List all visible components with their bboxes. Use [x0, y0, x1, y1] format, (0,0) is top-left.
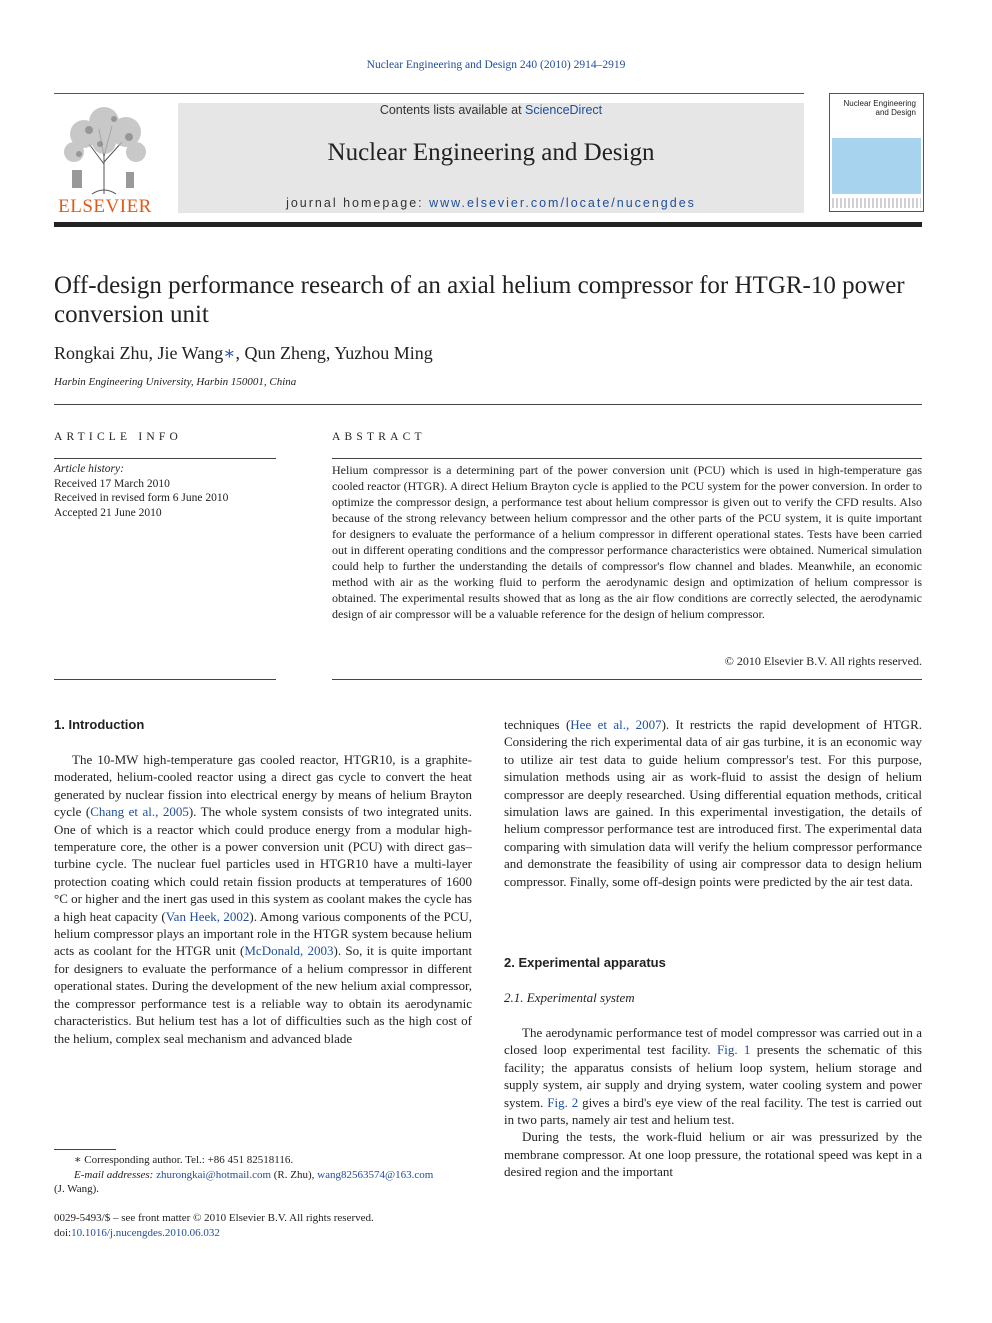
contents-line	[178, 103, 804, 117]
subsection-heading-text: 2.1. Experimental system	[504, 990, 635, 1005]
header-rule	[54, 93, 804, 94]
homepage-prefix: journal homepage:	[286, 196, 430, 210]
cover-image	[832, 138, 921, 194]
email-link-wang[interactable]: wang82563574@163.com	[317, 1168, 434, 1181]
fig-1-link[interactable]: Fig. 1	[716, 1042, 751, 1058]
paragraph-text: ). Among various components of the PCU, helium compressor plays an important role in the HTGR system because helium acts as coolant for the HTGR unit (	[54, 908, 472, 959]
header-thick-rule	[54, 222, 922, 227]
paragraph-text: ). So, it is quite important for designers to evaluate the performance of a helium compressor in different operational states. During the development of the new helium axial compressor, the compressor performance test is a reliable way to obtain its aerodynamic characteristics. But helium test has a lot of difficulties such as the high cost of the helium, complex seal mechanism and advanced blade	[54, 943, 472, 1046]
paragraph-text: techniques (	[504, 717, 571, 732]
abstract-text: Helium compressor is a determining part of the power conversion unit (PCU) which is used in high-temperature gas cooled reactor (HTGR). A direct Helium Brayton cycle is applied to the PCU system for the power conversion. In order to optimize the compressor design, a performance test about helium compressor is given out to verify the CFD results. Also because of the strong relevancy between helium compressor and the other parts of the PCU system, it is quite important for designers to evaluate the performance of a helium compressor in different operational states. Tests have been carried out in different operating conditions and the compressor performance characteristics were obtained. Numerical simulation could help to further the understanding the details of compressor's flow channel and blades. Meanwhile, an economic method with air as the working fluid to perform the aerodynamic design and optimization of helium compressor is obtained. The experimental results showed that as long as the air flow conditions are correctly selected, the aerodynamic design of air compressor will be a valuable reference for the design of helium compressor.	[332, 463, 922, 621]
article-title: Off-design performance research of an axial helium compressor for HTGR-10 power conversion unit	[54, 272, 905, 328]
paragraph-text: gives a bird's eye view of the real facility. The test is carried out in two parts, namely air test and helium test.	[504, 1094, 922, 1128]
doi-link[interactable]: 10.1016/j.nucengdes.2010.06.032	[71, 1227, 220, 1239]
email-owner: (R. Zhu),	[271, 1168, 318, 1181]
paragraph-text: During the tests, the work-fluid helium or air was pressurized by the membrane compressor. At one loop pressure, the rotational speed was kept in a desired region and the important	[504, 1129, 922, 1180]
article-info-heading: ARTICLE INFO	[54, 431, 182, 443]
article-info-rule	[54, 458, 276, 459]
email-link-zhu[interactable]: zhurongkai@hotmail.com	[156, 1168, 272, 1181]
ref-chang-2005[interactable]: Chang et al., 2005	[90, 804, 189, 820]
email-label: E-mail addresses:	[74, 1168, 157, 1181]
history-label: Article history:	[54, 463, 124, 475]
abstract-copyright: © 2010 Elsevier B.V. All rights reserved.	[724, 654, 922, 668]
contents-prefix: Contents lists available at	[379, 103, 526, 117]
front-matter	[54, 1211, 472, 1241]
cover-title-line2: and Design	[875, 108, 916, 117]
paragraph-text: The aerodynamic performance test of model compressor was carried out in a closed loop experimental test facility.	[504, 1025, 922, 1058]
paragraph-text: presents the schematic of this facility; the apparatus consists of helium loop system, helium storage and supply system, air supply and drying system, water cooling system and power system.	[504, 1042, 922, 1110]
section-1-heading	[54, 716, 472, 733]
journal-citation: Nuclear Engineering and Design 240 (2010) 2914–2919	[366, 59, 626, 71]
ref-van-heek-2002[interactable]: Van Heek, 2002	[165, 908, 250, 924]
abstract-rule	[332, 458, 922, 459]
author-name: Rongkai Zhu,	[54, 343, 158, 363]
ref-hee-2007[interactable]: Hee et al., 2007	[570, 717, 662, 732]
journal-cover-thumbnail[interactable]	[829, 93, 924, 212]
section-heading-text: 1. Introduction	[54, 717, 145, 732]
doi-prefix: doi:	[54, 1227, 72, 1239]
abstract-heading: ABSTRACT	[332, 431, 426, 443]
section-1-continuation	[504, 716, 922, 890]
cover-title-line1: Nuclear Engineering	[843, 99, 916, 108]
homepage-line	[178, 196, 804, 210]
fig-2-link[interactable]: Fig. 2	[547, 1094, 579, 1110]
footnote-mark: ∗	[74, 1154, 82, 1166]
section-1-paragraph-1	[54, 751, 472, 1047]
abstract-body	[332, 462, 922, 622]
article-info-bottom-rule	[54, 679, 276, 680]
email-owner: (J. Wang).	[54, 1183, 100, 1195]
corresponding-author-mark[interactable]: ∗	[223, 343, 236, 363]
elsevier-wordmark: ELSEVIER	[58, 196, 152, 217]
subsection-2-1-heading	[504, 989, 922, 1006]
author-name: Jie Wang	[157, 343, 224, 363]
journal-name: Nuclear Engineering and Design	[327, 139, 655, 166]
ref-mcdonald-2003[interactable]: McDonald, 2003	[244, 943, 334, 959]
homepage-link[interactable]: www.elsevier.com/locate/nucengdes	[429, 196, 696, 210]
revised-date: Received in revised form 6 June 2010	[54, 492, 229, 504]
title-rule	[54, 404, 922, 405]
received-date: Received 17 March 2010	[54, 477, 170, 490]
section-2-heading	[504, 954, 922, 971]
article-history	[54, 462, 284, 520]
sciencedirect-link[interactable]: ScienceDirect	[525, 103, 603, 117]
abstract-bottom-rule	[332, 679, 922, 680]
section-2-paragraphs	[504, 1024, 922, 1181]
footnote-rule	[54, 1149, 116, 1150]
section-heading-text: 2. Experimental apparatus	[504, 955, 666, 970]
issn-line: 0029-5493/$ – see front matter © 2010 Elsevier B.V. All rights reserved.	[54, 1212, 374, 1224]
corresponding-author-note: Corresponding author. Tel.: +86 451 82518116.	[81, 1154, 294, 1166]
paragraph-text: ). The whole system consists of two integrated units. One of which is a reactor which could produce energy from a modular high-temperature core, the other is a power conversion unit (PCU) with direct gas–turbine cycle. The nuclear fuel particles used in HTGR10 have a multi-layer protection coating which could retain fission products at temperatures of 1600 °C or higher and the inert gas used in this system as coolant makes the cycle has a high heat capacity (	[54, 804, 472, 924]
author-names: , Qun Zheng, Yuzhou Ming	[235, 343, 433, 363]
cover-footer	[832, 198, 921, 208]
paragraph-text: ). It restricts the rapid development of HTGR. Considering the rich experimental data of air gas turbine, it is an economic way to utilize air test data to guide helium compressor's test. For this purpose, simulation methods using air as work-fluid to assist the design of helium compressor are deeply researched. Using differential equation methods, critical simulation laws are gained. In this experimental investigation, the details of helium compressor performance test are introduced first. The experimental data comparing with simulation data will verify the helium compressor performance and demonstrate the feasibility of using air compressor data to design helium compressor. Finally, some off-design points were predicted by the air test data.	[504, 717, 922, 889]
paragraph-text: The 10-MW high-temperature gas cooled reactor, HTGR10, is a graphite-moderated, helium-cooled reactor using a direct gas cycle to convert the heat generated by nuclear fission into electrical energy by means of helium Brayton cycle (	[54, 752, 472, 820]
footnote	[54, 1153, 472, 1197]
accepted-date: Accepted 21 June 2010	[54, 506, 162, 519]
cover-title	[830, 99, 916, 117]
affiliation: Harbin Engineering University, Harbin 150001, China	[54, 376, 297, 388]
author-list	[54, 343, 922, 364]
